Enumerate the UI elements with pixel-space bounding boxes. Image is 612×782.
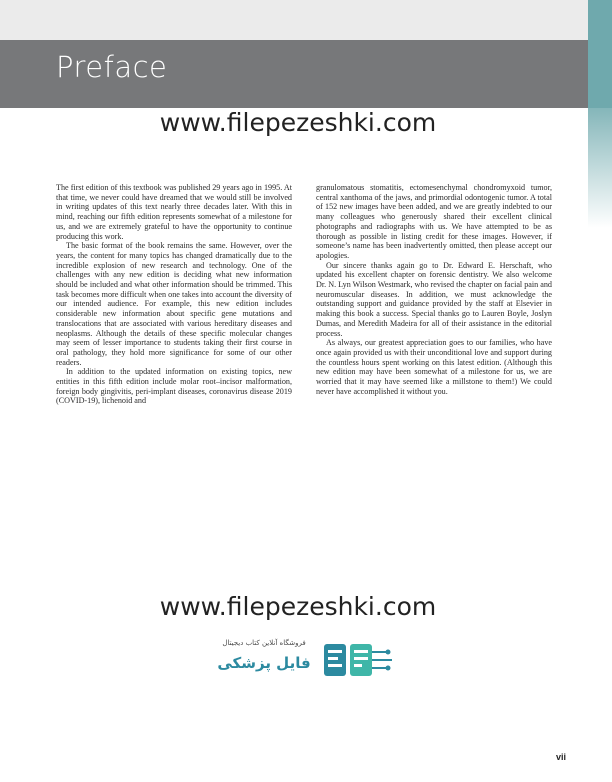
logo-mark-icon — [322, 640, 396, 680]
logo-tagline: فروشگاه آنلاین کتاب دیجیتال — [222, 639, 306, 647]
paragraph: In addition to the updated information on existing topics, new entities in this fifth edition include molar root–incisor malformation, foreign body gingivitis, peri-implant diseases, coronavirus disease 2019 (COVID-19), lichenoid and — [56, 367, 292, 406]
text-column-left — [56, 183, 292, 406]
header-top-bar — [0, 0, 588, 40]
paragraph: Our sincere thanks again go to Dr. Edward E. Herschaft, who updated his excellent chapter on forensic dentistry. We also welcome Dr. N. Lyn Wilson Westmark, who revised the chapter on facial pain and neuromuscular diseases. In addition, we must acknowledge the outstanding support and guidance provided by the staff at Elsevier in making this book a success. Special thanks go to Lauren Boyle, Joslyn Dumas, and Meredith Madeira for all of their assistance in the editorial process. — [316, 260, 552, 338]
text-column-right — [316, 183, 552, 396]
paragraph: The basic format of the book remains the same. However, over the years, the content for many topics has changed dramatically due to the incredible explosion of new research and technology. One of the challenges with any new edition is deciding what new information should be included and what other information should be trimmed. This task becomes more difficult when one takes into account the diversity of our intended audience. For example, this new edition includes considerable new information about specific gene mutations and translocations that are associated with various hereditary diseases and neoplasms. Although the details of these specific molecular changes may seem of lesser importance to students taking their first course in oral pathology, they hold more significance for some of our other readers. — [56, 241, 292, 367]
watermark-url-top: www.filepezeshki.com — [159, 108, 437, 137]
teal-accent-strip — [588, 0, 612, 108]
header-band — [0, 40, 588, 108]
page-title: Preface — [56, 50, 168, 84]
page-number: vii — [556, 752, 567, 762]
filepezeshki-logo — [212, 636, 396, 684]
watermark-url-bottom: www.filepezeshki.com — [159, 592, 437, 621]
logo-name: فایل پزشکی — [217, 654, 311, 672]
paragraph: The first edition of this textbook was published 29 years ago in 1995. At that time, we never could have dreamed that we would still be involved in writing updates of this text nearly three decades later. With this in mind, reaching our fifth edition represents somewhat of a milestone for us, and we are extremely grateful to have the opportunity to continue producing this work. — [56, 183, 292, 241]
paragraph-continued: granulomatous stomatitis, ectomesenchymal chondromyxoid tumor, central xanthoma of the jaws, and primordial odontogenic tumor. A total of 152 new images have been added, and we are greatly indebted to our many colleagues who generously shared their excellent clinical photographs and radiographs with us. We have attempted to be as thorough as possible in listing credit for these images. However, if someone’s name has been inadvertently omitted, then please accept our apologies. — [316, 183, 552, 260]
paragraph: As always, our greatest appreciation goes to our families, who have once again provided us with their unconditional love and support during the countless hours spent working on this latest edition. (Although this new edition may have been somewhat of a milestone for us, we are worried that it may have seemed like a millstone to them!) We could never have accomplished it without you. — [316, 338, 552, 396]
